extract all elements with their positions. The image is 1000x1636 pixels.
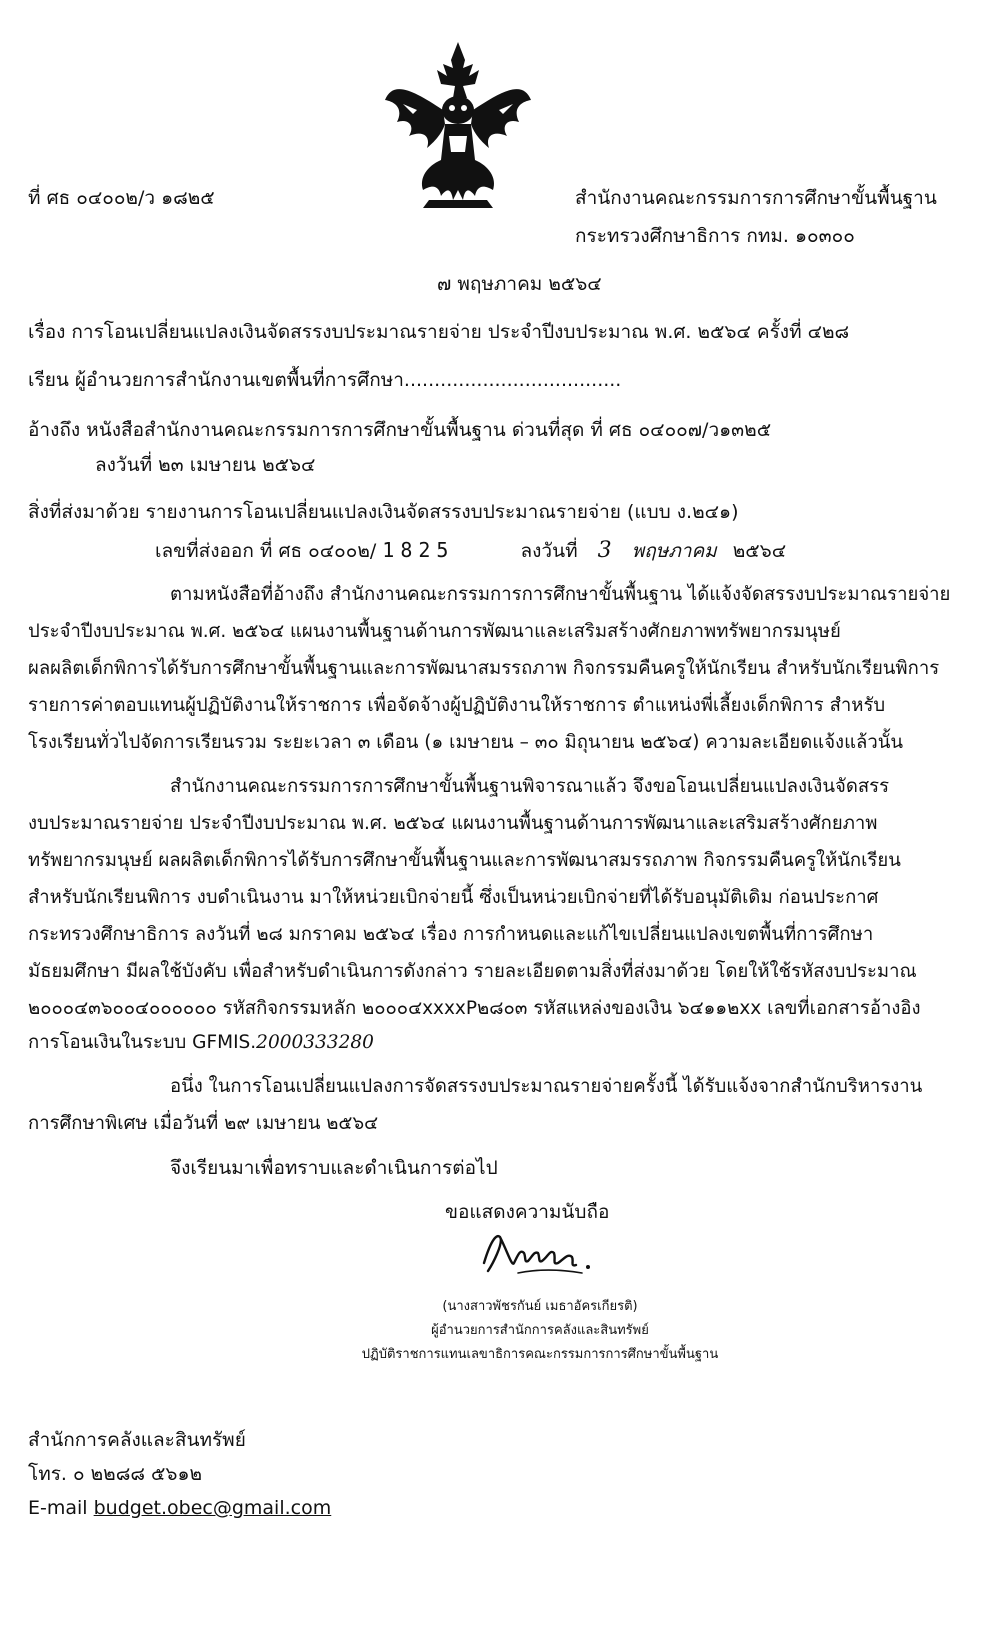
paragraph-1-line: รายการค่าตอบแทนผู้ปฏิบัติงานให้ราชการ เพื่อจัดจ้างผู้ปฏิบัติงานให้ราชการ ตำแหน่งพี่เลี้ยงเด็กพิการ สำหรับ — [28, 695, 886, 716]
paragraph-1-line: ประจำปีงบประมาณ พ.ศ. ๒๕๖๔ แผนงานพื้นฐานด้านการพัฒนาและเสริมสร้างศักยภาพทรัพยากรมนุษย์ — [28, 621, 841, 642]
paragraph-1-line: ผลผลิตเด็กพิการได้รับการศึกษาขั้นพื้นฐานและการพัฒนาสมรรถภาพ กิจกรรมคืนครูให้นักเรียน สำหรับนักเรียนพิการ — [28, 658, 940, 679]
paragraph-2-line: ทรัพยากรมนุษย์ ผลผลิตเด็กพิการได้รับการศึกษาขั้นพื้นฐานและการพัฒนาสมรรถภาพ กิจกรรมคืนครูให้นักเรียน — [28, 850, 901, 871]
signer-acting-title: ปฏิบัติราชการแทนเลขาธิการคณะกรรมการการศึกษาขั้นพื้นฐาน — [361, 1347, 719, 1362]
closing-request: จึงเรียนมาเพื่อทราบและดำเนินการต่อไป — [170, 1157, 498, 1179]
enclosure-outgoing-number — [155, 538, 786, 563]
footer-email-line — [28, 1496, 331, 1520]
document-reference-number: ที่ ศธ ๐๔๐๐๒/ว ๑๘๒๕ — [28, 187, 215, 209]
office-name: สำนักงานคณะกรรมการการศึกษาขั้นพื้นฐาน — [575, 187, 937, 209]
paragraph-2-line: ๒๐๐๐๔๓๖๐๐๔๐๐๐๐๐๐ รหัสกิจกรรมหลัก ๒๐๐๐๔xxxxP๒๘๐๓ รหัสแหล่งของเงิน ๖๔๑๑๒xx เลขที่เอกสารอ้างอิง — [28, 998, 921, 1019]
gfmis-reference-value: 2000333280 — [256, 1032, 374, 1053]
signer-title: ผู้อำนวยการสำนักการคลังและสินทรัพย์ — [431, 1323, 649, 1338]
gfmis-reference-line — [28, 1031, 958, 1055]
paragraph-2-line: สำนักงานคณะกรรมการการศึกษาขั้นพื้นฐานพิจารณาแล้ว จึงขอโอนเปลี่ยนแปลงเงินจัดสรร — [170, 776, 890, 797]
footer-department: สำนักการคลังและสินทรัพย์ — [28, 1429, 246, 1451]
gfmis-label: การโอนเงินในระบบ GFMIS. — [28, 1032, 257, 1053]
signature-icon — [478, 1223, 598, 1283]
paragraph-1-line: ตามหนังสือที่อ้างถึง สำนักงานคณะกรรมการการศึกษาขั้นพื้นฐาน ได้แจ้งจัดสรรงบประมาณรายจ่าย — [170, 584, 951, 605]
enclosure-line: สิ่งที่ส่งมาด้วย รายงานการโอนเปลี่ยนแปลงเงินจัดสรรงบประมาณรายจ่าย (แบบ ง.๒๔๑) — [28, 501, 739, 523]
office-address: กระทรวงศึกษาธิการ กทม. ๑๐๓๐๐ — [575, 225, 855, 247]
email-label: E-mail — [28, 1497, 88, 1519]
outgoing-date-year: ๒๕๖๔ — [732, 540, 787, 562]
closing-salutation: ขอแสดงความนับถือ — [445, 1201, 610, 1223]
paragraph-3-line: อนึ่ง ในการโอนเปลี่ยนแปลงการจัดสรรงบประมาณรายจ่ายครั้งนี้ ได้รับแจ้งจากสำนักบริหารงาน — [170, 1076, 923, 1097]
outgoing-number-value: 1825 — [382, 538, 455, 562]
paragraph-2-line: สำหรับนักเรียนพิการ งบดำเนินงาน มาให้หน่วยเบิกจ่ายนี้ ซึ่งเป็นหน่วยเบิกจ่ายที่ได้รับอนุมัติเดิม ก่อนประกาศ — [28, 887, 879, 908]
outgoing-number-label: เลขที่ส่งออก ที่ ศธ ๐๔๐๐๒/ — [155, 540, 377, 562]
paragraph-2-line: มัธยมศึกษา มีผลใช้บังคับ เพื่อสำหรับดำเนินการดังกล่าว รายละเอียดตามสิ่งที่ส่งมาด้วย โดยให้ใช้รหัสงบประมาณ — [28, 961, 917, 982]
reference-date-line: ลงวันที่ ๒๓ เมษายน ๒๕๖๔ — [95, 454, 316, 476]
paragraph-1-line: โรงเรียนทั่วไปจัดการเรียนรวม ระยะเวลา ๓ เดือน (๑ เมษายน – ๓๐ มิถุนายน ๒๕๖๔) ความละเอียดแจ้งแล้วนั้น — [28, 732, 904, 753]
outgoing-date-month: พฤษภาคม — [631, 540, 717, 562]
recipient-line: เรียน ผู้อำนวยการสำนักงานเขตพื้นที่การศึกษา.................................... — [28, 369, 622, 391]
garuda-emblem-icon — [383, 40, 533, 210]
paragraph-2-line: กระทรวงศึกษาธิการ ลงวันที่ ๒๘ มกราคม ๒๕๖๔ เรื่อง การกำหนดและแก้ไขเปลี่ยนแปลงเขตพื้นที่การศึกษา — [28, 924, 874, 945]
outgoing-date-day: 3 — [597, 538, 612, 563]
subject-line: เรื่อง การโอนเปลี่ยนแปลงเงินจัดสรรงบประมาณรายจ่าย ประจำปีงบประมาณ พ.ศ. ๒๕๖๔ ครั้งที่ ๔๒๘ — [28, 321, 850, 343]
email-link[interactable]: budget.obec@gmail.com — [93, 1497, 332, 1519]
footer-telephone: โทร. ๐ ๒๒๘๘ ๕๖๑๒ — [28, 1463, 203, 1485]
reference-line: อ้างถึง หนังสือสำนักงานคณะกรรมการการศึกษาขั้นพื้นฐาน ด่วนที่สุด ที่ ศธ ๐๔๐๐๗/ว๑๓๒๕ — [28, 419, 772, 441]
paragraph-2-line: งบประมาณรายจ่าย ประจำปีงบประมาณ พ.ศ. ๒๕๖๔ แผนงานพื้นฐานด้านการพัฒนาและเสริมสร้างศักยภาพ — [28, 813, 878, 834]
outgoing-date-label: ลงวันที่ — [520, 540, 578, 562]
document-date: ๗ พฤษภาคม ๒๕๖๔ — [437, 273, 602, 295]
signer-name: (นางสาวพัชรกันย์ เมธาอัครเกียรติ) — [442, 1299, 638, 1314]
paragraph-3-line: การศึกษาพิเศษ เมื่อวันที่ ๒๙ เมษายน ๒๕๖๔ — [28, 1113, 379, 1134]
